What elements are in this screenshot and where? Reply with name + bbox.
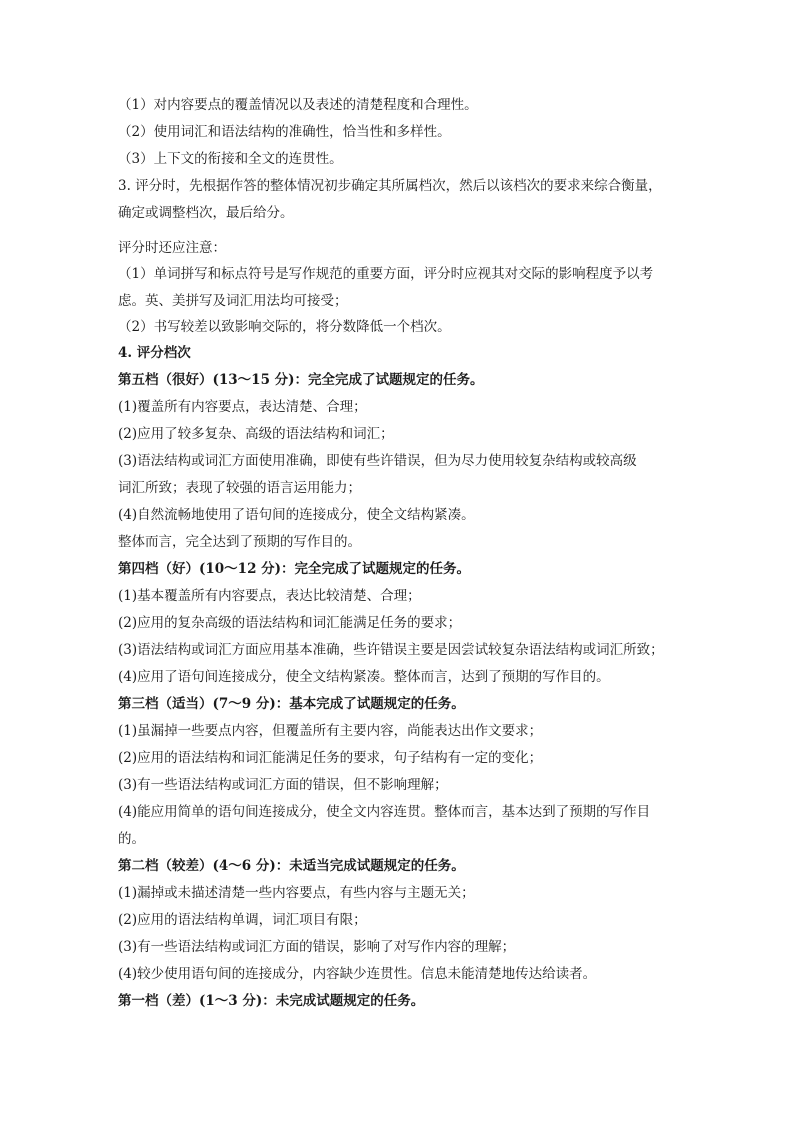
criteria-item-3: （3）上下文的衔接和全文的连贯性。 (118, 151, 343, 167)
grade-4-item-4: (4)应用了语句间连接成分，使全文结构紧凑。整体而言，达到了预期的写作目的。 (118, 669, 610, 685)
notes-heading: 评分时还应注意： (118, 240, 226, 256)
grade-4-heading: 第四档（好）(10～12 分)：完全完成了试题规定的任务。 (118, 561, 471, 577)
grade-4-item-1: (1)基本覆盖所有内容要点，表达比较清楚、合理； (118, 588, 421, 604)
grade-2-item-2: (2)应用的语法结构单调，词汇项目有限； (118, 912, 367, 928)
grade-5-summary: 整体而言，完全达到了预期的写作目的。 (118, 534, 361, 550)
grade-5-item-3: (3)语法结构或词汇方面使用准确，即使有些许错误，但为尽力使用较复杂结构或较高级 (118, 453, 637, 469)
grade-2-item-4: (4)较少使用语句间的连接成分，内容缺少连贯性。信息未能清楚地传达给读者。 (118, 966, 597, 982)
grade-3-item-1: (1)虽漏掉一些要点内容，但覆盖所有主要内容，尚能表达出作文要求； (118, 723, 543, 739)
criteria-item-1: （1）对内容要点的覆盖情况以及表述的清楚程度和合理性。 (118, 97, 478, 113)
grade-4-item-2: (2)应用的复杂高级的语法结构和词汇能满足任务的要求； (118, 615, 462, 631)
note-item-2: （2）书写较差以致影响交际的，将分数降低一个档次。 (118, 319, 451, 335)
grade-5-item-3-cont: 词汇所致；表现了较强的语言运用能力； (118, 480, 361, 496)
scoring-step-3-cont: 确定或调整档次，最后给分。 (118, 205, 294, 221)
grade-5-heading: 第五档（很好）(13～15 分)：完全完成了试题规定的任务。 (118, 372, 484, 388)
grade-3-item-4-cont: 的。 (118, 831, 145, 847)
grade-5-item-2: (2)应用了较多复杂、高级的语法结构和词汇； (118, 426, 394, 442)
grade-2-heading: 第二档（较差）(4～6 分)：未适当完成试题规定的任务。 (118, 858, 465, 874)
grade-2-item-3: (3)有一些语法结构或词汇方面的错误，影响了对写作内容的理解； (118, 939, 516, 955)
note-item-1: （1）单词拼写和标点符号是写作规范的重要方面，评分时应视其对交际的影响程度予以考 (118, 266, 654, 282)
grade-5-item-4: (4)自然流畅地使用了语句间的连接成分，使全文结构紧凑。 (118, 507, 475, 523)
grade-5-item-1: (1)覆盖所有内容要点，表达清楚、合理； (118, 399, 367, 415)
grade-3-item-3: (3)有一些语法结构或词汇方面的错误，但不影响理解； (118, 777, 448, 793)
note-item-1-cont: 虑。英、美拼写及词汇用法均可接受； (118, 293, 348, 309)
grade-4-item-3: (3)语法结构或词汇方面应用基本准确，些许错误主要是因尝试较复杂语法结构或词汇所致； (118, 642, 664, 658)
criteria-item-2: （2）使用词汇和语法结构的准确性，恰当性和多样性。 (118, 124, 451, 140)
scoring-step-3: 3. 评分时，先根据作答的整体情况初步确定其所属档次，然后以该档次的要求来综合衡量， (118, 178, 662, 194)
section-heading-grades: 4. 评分档次 (118, 345, 191, 361)
grade-3-item-2: (2)应用的语法结构和词汇能满足任务的要求，句子结构有一定的变化； (118, 750, 543, 766)
grade-2-item-1: (1)漏掉或未描述清楚一些内容要点，有些内容与主题无关； (118, 885, 475, 901)
grade-3-item-4: (4)能应用简单的语句间连接成分，使全文内容连贯。整体而言，基本达到了预期的写作目 (118, 804, 651, 820)
grade-3-heading: 第三档（适当）(7～9 分)：基本完成了试题规定的任务。 (118, 696, 465, 712)
grade-1-heading: 第一档（差）(1～3 分)：未完成试题规定的任务。 (118, 993, 425, 1009)
